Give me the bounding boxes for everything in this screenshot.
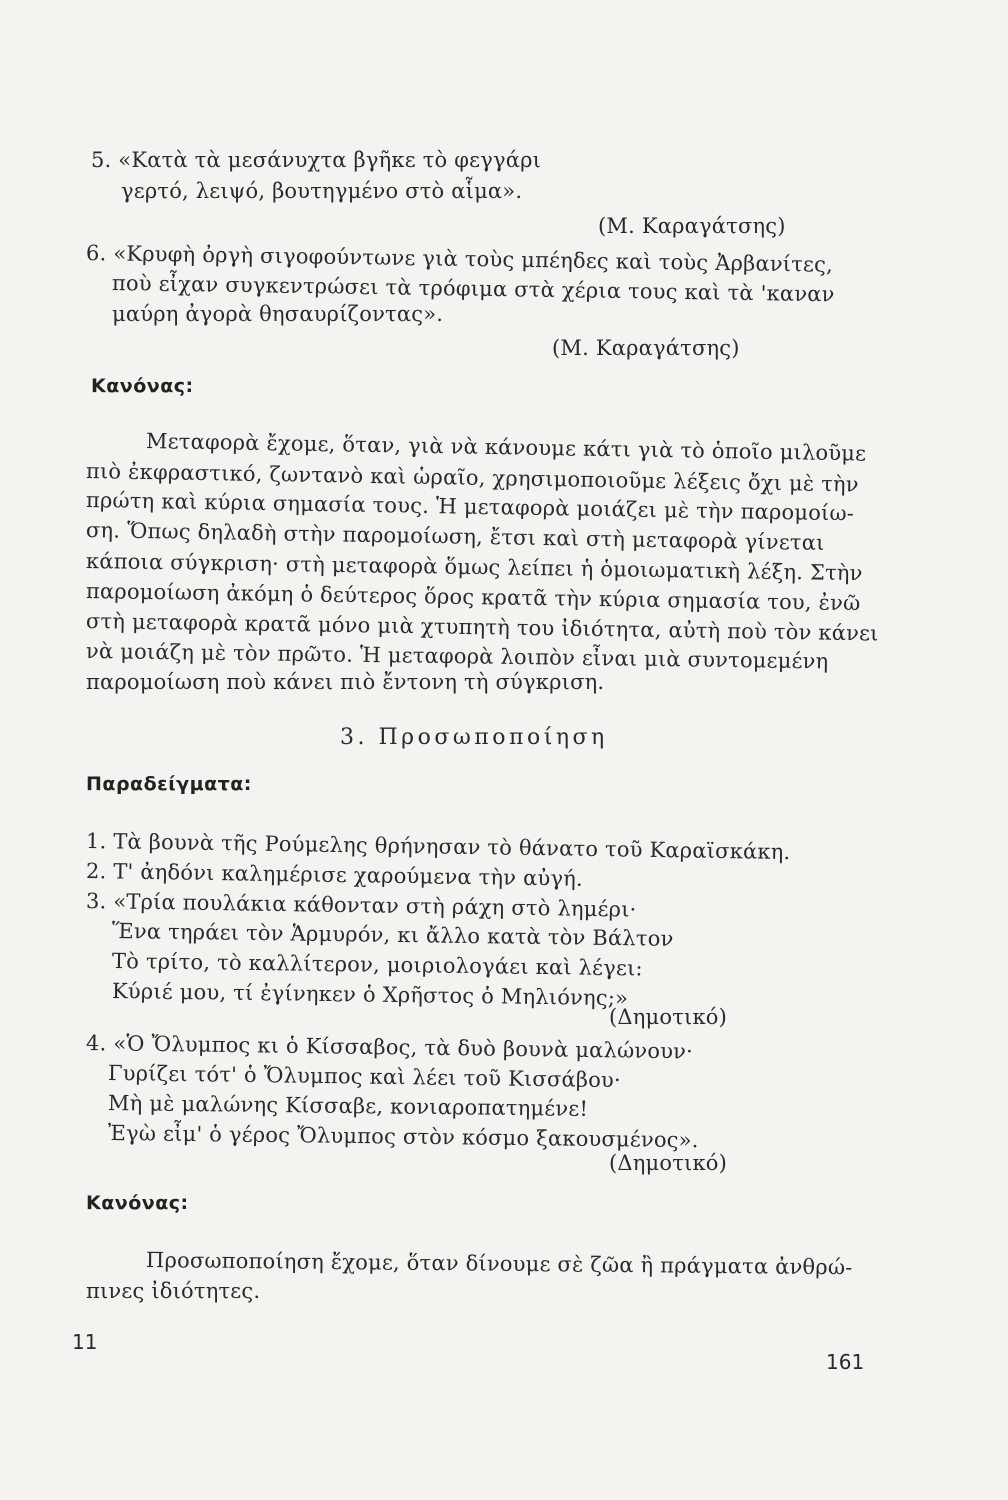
example-4-line-3: Μὴ μὲ μαλώνης Κίσσαβε, κονιαροπατημένε! bbox=[107, 1091, 589, 1121]
rule-personification-line-1: Προσωποποίηση ἔχομε, ὅταν δίνουμε σὲ ζῶα ἢ πράγματα ἀνθρώ- bbox=[145, 1248, 853, 1280]
example-4-source: (Δημοτικό) bbox=[609, 1151, 728, 1175]
rule-metaphor-line-6: παρομοίωση ἀκόμη ὁ δεύτερος ὅρος κρατᾶ τὴν κύρια σημασία του, ἐνῶ bbox=[85, 579, 861, 616]
example-3-line-3: Τὸ τρίτο, τὸ καλλίτερον, μοιριολογάει καὶ λέγει: bbox=[111, 949, 643, 981]
rule-heading-personification: Κανόνας: bbox=[86, 1192, 189, 1214]
rule-metaphor-line-5: κάποια σύγκριση· στὴ μεταφορὰ ὅμως λείπει ἡ ὁμοιωματικὴ λέξη. Στὴν bbox=[85, 549, 863, 586]
example-6-line-3: μαύρη ἀγορὰ θησαυρίζοντας». bbox=[112, 302, 444, 326]
example-3-line-4: Κύριέ μου, τί ἐγίνηκεν ὁ Χρῆστος ὁ Μηλιόνης;» bbox=[111, 979, 629, 1011]
example-4-line-4: Ἐγὼ εἶμ' ὁ γέρος Ὄλυμπος στὸν κόσμο ξακουσμένος». bbox=[107, 1121, 699, 1153]
example-6-line-1: 6. «Κρυφὴ ὀργὴ σιγοφούντωνε γιὰ τοὺς μπέηδες καὶ τοὺς Ἀρβανίτες, bbox=[85, 241, 834, 277]
section-title-personification: 3. Προσωποποίηση bbox=[340, 725, 608, 750]
example-2: 2. Τ' ἀηδόνι καλημέρισε χαρούμενα τὴν αὐγή. bbox=[85, 859, 584, 891]
rule-metaphor-line-4: ση. Ὅπως δηλαδὴ στὴν παρομοίωση, ἔτσι καὶ στὴ μεταφορὰ γίνεται bbox=[85, 518, 825, 555]
example-6-author: (Μ. Καραγάτσης) bbox=[552, 336, 740, 360]
rule-metaphor-line-8: νὰ μοιάζη μὲ τὸν πρῶτο. Ἡ μεταφορὰ λοιπὸν εἶναι μιὰ συντομεμένη bbox=[85, 639, 829, 674]
signature-mark: 11 bbox=[72, 1330, 98, 1354]
example-5-line-2: γερτό, λειψό, βουτηγμένο στὸ αἷμα». bbox=[121, 179, 523, 203]
example-3-line-2: Ἕνα τηράει τὸν Ἁρμυρόν, κι ἄλλο κατὰ τὸν Βάλτον bbox=[111, 919, 674, 951]
example-4-line-2: Γυρίζει τότ' ὁ Ὄλυμπος καὶ λέει τοῦ Κισσάβου· bbox=[107, 1061, 622, 1093]
example-5-line-1: 5. «Κατὰ τὰ μεσάνυχτα βγῆκε τὸ φεγγάρι bbox=[91, 148, 542, 172]
example-3-source: (Δημοτικό) bbox=[609, 1005, 728, 1029]
example-3-line-1: 3. «Τρία πουλάκια κάθονταν στὴ ράχη στὸ λημέρι· bbox=[85, 889, 637, 922]
example-6-line-2: ποὺ εἶχαν συγκεντρώσει τὰ τρόφιμα στὰ χέρια τους καὶ τὰ 'καναν bbox=[111, 271, 835, 307]
example-1: 1. Τὰ βουνὰ τῆς Ρούμελης θρήνησαν τὸ θάνατο τοῦ Καραϊσκάκη. bbox=[85, 829, 791, 865]
rule-personification-line-2: πινες ἰδιότητες. bbox=[86, 1279, 261, 1303]
rule-metaphor-line-9: παρομοίωση ποὺ κάνει πιὸ ἔντονη τὴ σύγκριση. bbox=[86, 670, 605, 694]
page-number: 161 bbox=[826, 1350, 865, 1374]
example-5-author: (Μ. Καραγάτσης) bbox=[598, 214, 786, 238]
rule-metaphor-line-7: στὴ μεταφορὰ κρατᾶ μόνο μιὰ χτυπητὴ του ἰδιότητα, αὐτὴ ποὺ τὸν κάνει bbox=[85, 609, 879, 646]
rule-metaphor-line-1: Μεταφορὰ ἔχομε, ὅταν, γιὰ νὰ κάνουμε κάτι γιὰ τὸ ὁποῖο μιλοῦμε bbox=[145, 429, 867, 466]
rule-heading-metaphor: Κανόνας: bbox=[91, 375, 194, 397]
rule-metaphor-line-2: πιὸ ἐκφραστικό, ζωντανὸ καὶ ὡραῖο, χρησιμοποιοῦμε λέξεις ὄχι μὲ τὴν bbox=[85, 459, 859, 497]
example-4-line-1: 4. «Ὁ Ὄλυμπος κι ὁ Κίσσαβος, τὰ δυὸ βουνὰ μαλώνουν· bbox=[85, 1031, 694, 1064]
rule-metaphor-line-3: πρώτη καὶ κύρια σημασία τους. Ἡ μεταφορὰ μοιάζει μὲ τὴν παρομοίω- bbox=[85, 488, 855, 526]
examples-heading: Παραδείγματα: bbox=[86, 773, 252, 795]
